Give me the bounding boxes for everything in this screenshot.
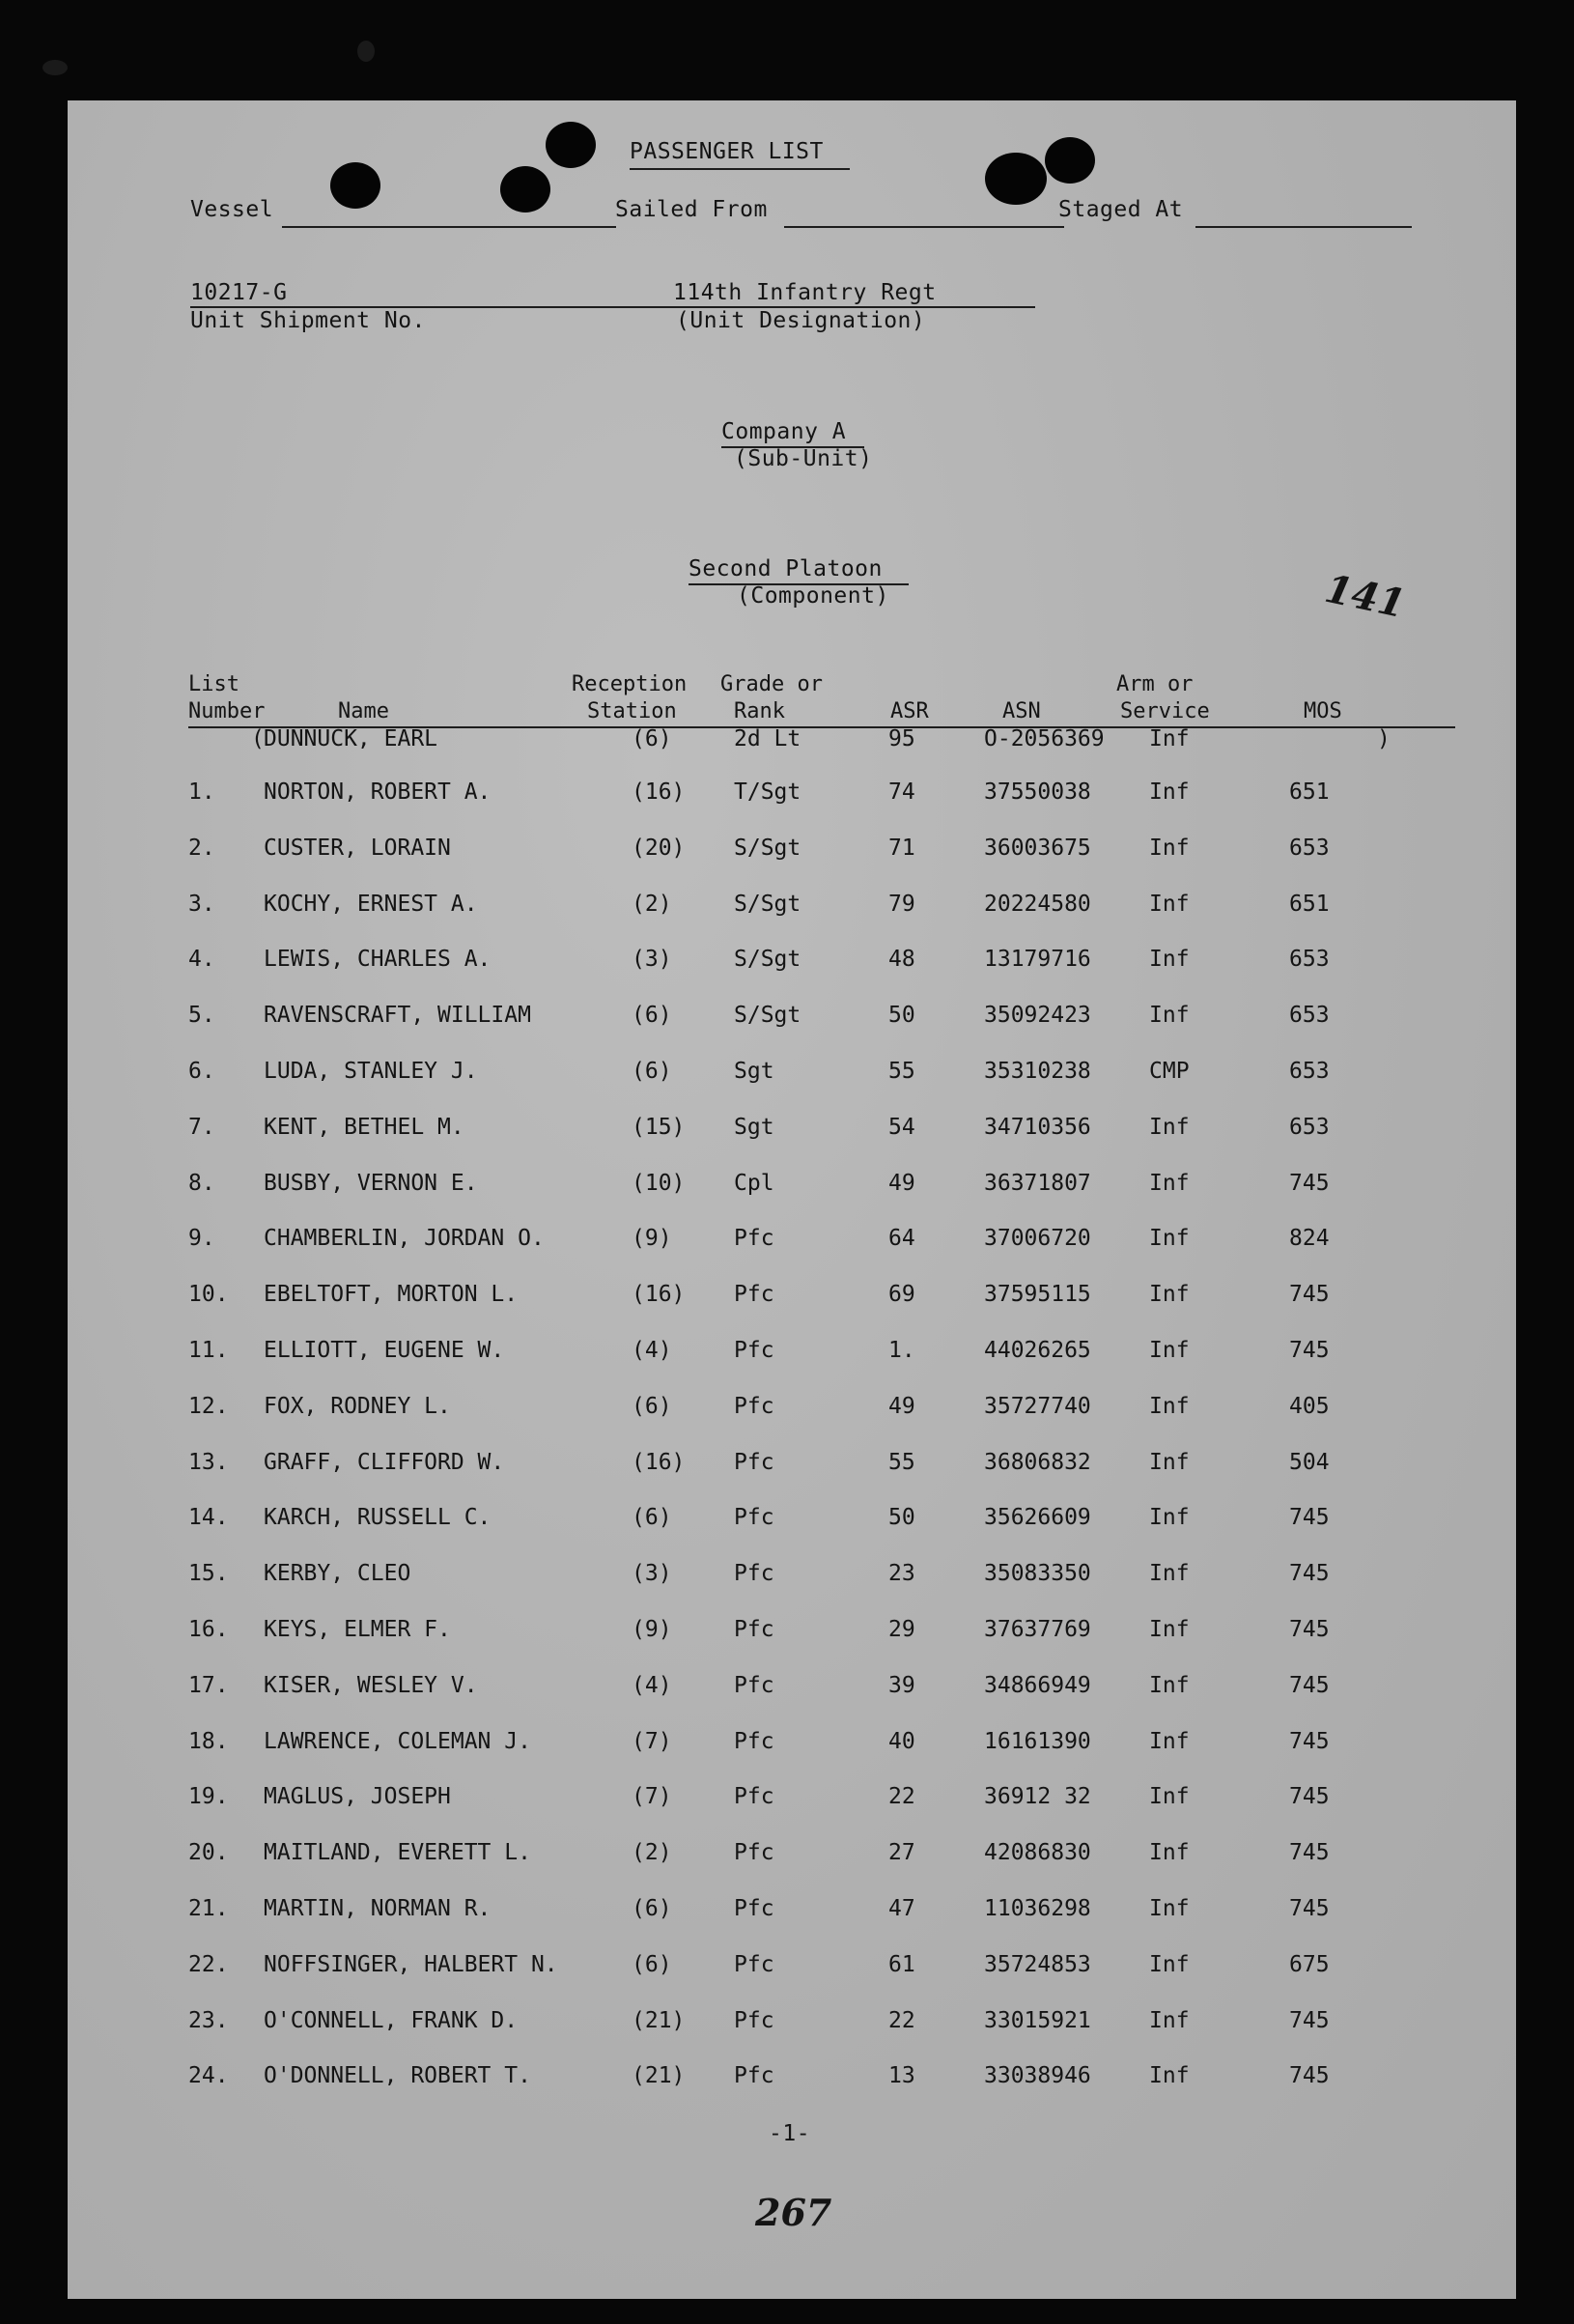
row-asn: 36003675 (984, 836, 1091, 861)
row-station: (9) (632, 1226, 672, 1251)
row-name: O'CONNELL, FRANK D. (264, 2008, 519, 2033)
table-row (68, 2063, 1516, 2100)
col-number: Number (188, 699, 266, 723)
subunit-label: (Sub-Unit) (734, 446, 873, 471)
punch-hole (500, 166, 550, 213)
row-arm: Inf (1149, 1115, 1190, 1140)
row-station: (9) (632, 1617, 672, 1642)
row-station: (6) (632, 1394, 672, 1419)
row-asn: 37595115 (984, 1282, 1091, 1307)
row-asn: 35626609 (984, 1505, 1091, 1530)
row-asn: 34866949 (984, 1673, 1091, 1698)
row-rank: S/Sgt (734, 892, 801, 917)
row-number: 8. (188, 1171, 215, 1196)
row-asn: 16161390 (984, 1729, 1091, 1754)
row-rank: Pfc (734, 1952, 774, 1977)
component-label: (Component) (737, 583, 889, 609)
row-mos: 745 (1289, 1896, 1330, 1921)
row-rank: Pfc (734, 2008, 774, 2033)
row-asn: 35310238 (984, 1059, 1091, 1084)
vessel-field-line (282, 226, 616, 228)
officer-close-paren: ) (1377, 726, 1391, 751)
vessel-label: Vessel (190, 197, 274, 222)
row-station: (2) (632, 1840, 672, 1865)
row-number: 1. (188, 779, 215, 805)
row-name: NOFFSINGER, HALBERT N. (264, 1952, 558, 1977)
unit-shipment-value: 10217-G (190, 280, 288, 305)
row-mos: 675 (1289, 1952, 1330, 1977)
row-station: (6) (632, 1952, 672, 1977)
row-number: 20. (188, 1840, 229, 1865)
row-rank: Pfc (734, 1784, 774, 1809)
row-rank: Pfc (734, 1282, 774, 1307)
row-mos: 651 (1289, 779, 1330, 805)
row-asn: 35092423 (984, 1003, 1091, 1028)
row-asn: 37550038 (984, 779, 1091, 805)
row-asn: 34710356 (984, 1115, 1091, 1140)
col-station: Station (587, 699, 677, 723)
officer-open-paren: ( (251, 726, 265, 751)
row-mos: 745 (1289, 1673, 1330, 1698)
row-asr: 61 (888, 1952, 915, 1977)
table-row (68, 1673, 1516, 1710)
punch-hole (985, 153, 1047, 205)
row-rank: Pfc (734, 1840, 774, 1865)
row-arm: Inf (1149, 1561, 1190, 1586)
row-asr: 79 (888, 892, 915, 917)
row-mos: 745 (1289, 1561, 1330, 1586)
row-name: ELLIOTT, EUGENE W. (264, 1338, 505, 1363)
row-name: BUSBY, VERNON E. (264, 1171, 478, 1196)
table-row (68, 1561, 1516, 1598)
table-row (68, 836, 1516, 872)
staged-at-field-line (1195, 226, 1412, 228)
row-arm: Inf (1149, 1840, 1190, 1865)
col-rank: Rank (734, 699, 785, 723)
table-row (68, 779, 1516, 816)
row-number: 14. (188, 1505, 229, 1530)
row-number: 9. (188, 1226, 215, 1251)
row-name: MAGLUS, JOSEPH (264, 1784, 451, 1809)
row-arm: Inf (1149, 1003, 1190, 1028)
row-rank: Pfc (734, 1561, 774, 1586)
unit-designation-value: 114th Infantry Regt (673, 280, 937, 305)
row-mos: 745 (1289, 1729, 1330, 1754)
row-asn: 42086830 (984, 1840, 1091, 1865)
row-asr: 69 (888, 1282, 915, 1307)
row-number: 5. (188, 1003, 215, 1028)
row-arm: Inf (1149, 947, 1190, 972)
row-rank: Pfc (734, 1505, 774, 1530)
row-asn: 36806832 (984, 1450, 1091, 1475)
table-row (68, 1282, 1516, 1318)
row-rank: Pfc (734, 1729, 774, 1754)
col-list: List (188, 672, 239, 696)
row-arm: Inf (1149, 1505, 1190, 1530)
row-arm: Inf (1149, 1617, 1190, 1642)
row-mos: 651 (1289, 892, 1330, 917)
row-rank: S/Sgt (734, 947, 801, 972)
row-arm: Inf (1149, 2008, 1190, 2033)
row-name: KOCHY, ERNEST A. (264, 892, 478, 917)
row-asr: 1. (888, 1338, 915, 1363)
row-asn: 35727740 (984, 1394, 1091, 1419)
row-number: 21. (188, 1896, 229, 1921)
row-rank: Pfc (734, 1394, 774, 1419)
row-name: LAWRENCE, COLEMAN J. (264, 1729, 531, 1754)
row-asn: 13179716 (984, 947, 1091, 972)
officer-asn: O-2056369 (984, 726, 1105, 751)
row-arm: Inf (1149, 836, 1190, 861)
row-rank: S/Sgt (734, 1003, 801, 1028)
row-mos: 653 (1289, 1059, 1330, 1084)
row-number: 6. (188, 1059, 215, 1084)
row-name: LUDA, STANLEY J. (264, 1059, 478, 1084)
row-number: 22. (188, 1952, 229, 1977)
row-name: CHAMBERLIN, JORDAN O. (264, 1226, 545, 1251)
row-number: 23. (188, 2008, 229, 2033)
row-arm: Inf (1149, 2063, 1190, 2088)
table-row (68, 1784, 1516, 1821)
row-rank: Pfc (734, 2063, 774, 2088)
row-arm: Inf (1149, 1338, 1190, 1363)
table-row (68, 1226, 1516, 1262)
table-row (68, 1840, 1516, 1877)
row-rank: S/Sgt (734, 836, 801, 861)
row-mos: 653 (1289, 1003, 1330, 1028)
officer-arm: Inf (1149, 726, 1190, 751)
row-asr: 22 (888, 1784, 915, 1809)
row-asr: 40 (888, 1729, 915, 1754)
row-station: (6) (632, 1003, 672, 1028)
row-asn: 36371807 (984, 1171, 1091, 1196)
subunit-value: Company A (721, 419, 847, 444)
row-asr: 47 (888, 1896, 915, 1921)
handwritten-page-number: 267 (755, 2191, 832, 2234)
row-mos: 504 (1289, 1450, 1330, 1475)
row-station: (7) (632, 1729, 672, 1754)
row-station: (6) (632, 1059, 672, 1084)
row-asr: 71 (888, 836, 915, 861)
page-title: PASSENGER LIST (630, 139, 824, 164)
row-asr: 39 (888, 1673, 915, 1698)
row-station: (16) (632, 779, 686, 805)
row-arm: Inf (1149, 1226, 1190, 1251)
table-row (68, 1729, 1516, 1766)
col-arm-or: Arm or (1116, 672, 1194, 696)
row-station: (20) (632, 836, 686, 861)
punch-hole (546, 122, 596, 168)
row-rank: Pfc (734, 1673, 774, 1698)
row-rank: Pfc (734, 1338, 774, 1363)
table-row (68, 1059, 1516, 1095)
row-mos: 745 (1289, 1338, 1330, 1363)
row-name: EBELTOFT, MORTON L. (264, 1282, 519, 1307)
row-asr: 29 (888, 1617, 915, 1642)
row-station: (6) (632, 1505, 672, 1530)
officer-rank: 2d Lt (734, 726, 801, 751)
row-rank: Pfc (734, 1617, 774, 1642)
title-underline (630, 168, 850, 170)
row-number: 10. (188, 1282, 229, 1307)
row-asr: 49 (888, 1171, 915, 1196)
row-mos: 653 (1289, 836, 1330, 861)
row-name: NORTON, ROBERT A. (264, 779, 492, 805)
row-station: (7) (632, 1784, 672, 1809)
sailed-from-label: Sailed From (615, 197, 768, 222)
row-mos: 824 (1289, 1226, 1330, 1251)
row-asr: 54 (888, 1115, 915, 1140)
row-arm: Inf (1149, 1450, 1190, 1475)
row-number: 4. (188, 947, 215, 972)
row-asn: 35724853 (984, 1952, 1091, 1977)
row-name: KARCH, RUSSELL C. (264, 1505, 492, 1530)
row-asr: 22 (888, 2008, 915, 2033)
row-number: 24. (188, 2063, 229, 2088)
row-asr: 55 (888, 1450, 915, 1475)
table-row (68, 1617, 1516, 1654)
row-asn: 36912 32 (984, 1784, 1091, 1809)
row-asn: 11036298 (984, 1896, 1091, 1921)
table-row (68, 2008, 1516, 2045)
row-asn: 35083350 (984, 1561, 1091, 1586)
row-asr: 64 (888, 1226, 915, 1251)
row-station: (3) (632, 1561, 672, 1586)
row-number: 19. (188, 1784, 229, 1809)
row-mos: 745 (1289, 2008, 1330, 2033)
row-mos: 745 (1289, 1171, 1330, 1196)
table-row (68, 1171, 1516, 1207)
row-asn: 20224580 (984, 892, 1091, 917)
row-asr: 74 (888, 779, 915, 805)
table-row (68, 1338, 1516, 1375)
scan-speck (357, 41, 375, 62)
row-station: (21) (632, 2008, 686, 2033)
row-asr: 50 (888, 1505, 915, 1530)
row-asr: 48 (888, 947, 915, 972)
row-arm: Inf (1149, 1784, 1190, 1809)
table-row (68, 1450, 1516, 1487)
row-name: O'DONNELL, ROBERT T. (264, 2063, 531, 2088)
row-rank: Pfc (734, 1450, 774, 1475)
row-asr: 13 (888, 2063, 915, 2088)
handwritten-stamp-number: 141 (1321, 565, 1410, 628)
row-mos: 745 (1289, 2063, 1330, 2088)
row-rank: Cpl (734, 1171, 774, 1196)
row-name: KEYS, ELMER F. (264, 1617, 451, 1642)
row-asn: 37006720 (984, 1226, 1091, 1251)
row-rank: Sgt (734, 1115, 774, 1140)
table-row (68, 1505, 1516, 1542)
row-name: CUSTER, LORAIN (264, 836, 451, 861)
row-arm: Inf (1149, 1896, 1190, 1921)
row-name: MAITLAND, EVERETT L. (264, 1840, 531, 1865)
sailed-from-field-line (784, 226, 1064, 228)
col-grade-or: Grade or (720, 672, 823, 696)
row-station: (16) (632, 1282, 686, 1307)
row-station: (6) (632, 1896, 672, 1921)
unit-designation-label: (Unit Designation) (676, 308, 926, 333)
row-name: LEWIS, CHARLES A. (264, 947, 492, 972)
officer-asr: 95 (888, 726, 915, 751)
table-row (68, 892, 1516, 928)
row-mos: 653 (1289, 947, 1330, 972)
row-asr: 55 (888, 1059, 915, 1084)
row-arm: Inf (1149, 1952, 1190, 1977)
row-mos: 745 (1289, 1505, 1330, 1530)
row-arm: Inf (1149, 779, 1190, 805)
row-mos: 405 (1289, 1394, 1330, 1419)
row-rank: Sgt (734, 1059, 774, 1084)
row-number: 12. (188, 1394, 229, 1419)
row-asr: 50 (888, 1003, 915, 1028)
col-service: Service (1120, 699, 1210, 723)
punch-hole (1045, 137, 1095, 184)
row-station: (4) (632, 1338, 672, 1363)
row-arm: Inf (1149, 1282, 1190, 1307)
row-arm: CMP (1149, 1059, 1190, 1084)
row-name: KENT, BETHEL M. (264, 1115, 464, 1140)
document-page (68, 100, 1516, 2299)
row-name: KISER, WESLEY V. (264, 1673, 478, 1698)
row-station: (21) (632, 2063, 686, 2088)
row-station: (3) (632, 947, 672, 972)
col-mos: MOS (1304, 699, 1342, 723)
officer-name: DUNNUCK, EARL (264, 726, 438, 751)
staged-at-label: Staged At (1058, 197, 1184, 222)
row-number: 18. (188, 1729, 229, 1754)
table-row (68, 1394, 1516, 1431)
punch-hole (330, 162, 380, 209)
row-number: 17. (188, 1673, 229, 1698)
row-asr: 49 (888, 1394, 915, 1419)
row-number: 16. (188, 1617, 229, 1642)
table-row (68, 1115, 1516, 1151)
table-row (68, 1003, 1516, 1039)
row-asn: 44026265 (984, 1338, 1091, 1363)
officer-row (68, 726, 1516, 763)
row-station: (10) (632, 1171, 686, 1196)
row-number: 2. (188, 836, 215, 861)
row-asn: 33038946 (984, 2063, 1091, 2088)
scan-speck (42, 60, 68, 75)
row-mos: 745 (1289, 1282, 1330, 1307)
row-asr: 27 (888, 1840, 915, 1865)
row-name: MARTIN, NORMAN R. (264, 1896, 492, 1921)
col-asn: ASN (1002, 699, 1041, 723)
row-asr: 23 (888, 1561, 915, 1586)
row-mos: 745 (1289, 1784, 1330, 1809)
table-row (68, 1896, 1516, 1933)
row-arm: Inf (1149, 1729, 1190, 1754)
component-value: Second Platoon (689, 556, 883, 581)
row-arm: Inf (1149, 1673, 1190, 1698)
col-name: Name (338, 699, 389, 723)
row-rank: Pfc (734, 1896, 774, 1921)
row-mos: 653 (1289, 1115, 1330, 1140)
row-asn: 37637769 (984, 1617, 1091, 1642)
row-station: (4) (632, 1673, 672, 1698)
page-number: -1- (769, 2121, 811, 2146)
row-name: GRAFF, CLIFFORD W. (264, 1450, 505, 1475)
row-name: RAVENSCRAFT, WILLIAM (264, 1003, 531, 1028)
row-station: (16) (632, 1450, 686, 1475)
row-arm: Inf (1149, 892, 1190, 917)
col-reception: Reception (572, 672, 688, 696)
row-number: 15. (188, 1561, 229, 1586)
row-mos: 745 (1289, 1840, 1330, 1865)
row-number: 13. (188, 1450, 229, 1475)
row-number: 7. (188, 1115, 215, 1140)
row-mos: 745 (1289, 1617, 1330, 1642)
row-asn: 33015921 (984, 2008, 1091, 2033)
row-number: 11. (188, 1338, 229, 1363)
officer-station: (6) (632, 726, 672, 751)
row-rank: Pfc (734, 1226, 774, 1251)
row-arm: Inf (1149, 1171, 1190, 1196)
unit-shipment-label: Unit Shipment No. (190, 308, 426, 333)
row-arm: Inf (1149, 1394, 1190, 1419)
row-station: (15) (632, 1115, 686, 1140)
col-asr: ASR (890, 699, 929, 723)
table-row (68, 947, 1516, 983)
row-name: FOX, RODNEY L. (264, 1394, 451, 1419)
table-row (68, 1952, 1516, 1989)
row-name: KERBY, CLEO (264, 1561, 411, 1586)
row-rank: T/Sgt (734, 779, 801, 805)
row-number: 3. (188, 892, 215, 917)
row-station: (2) (632, 892, 672, 917)
